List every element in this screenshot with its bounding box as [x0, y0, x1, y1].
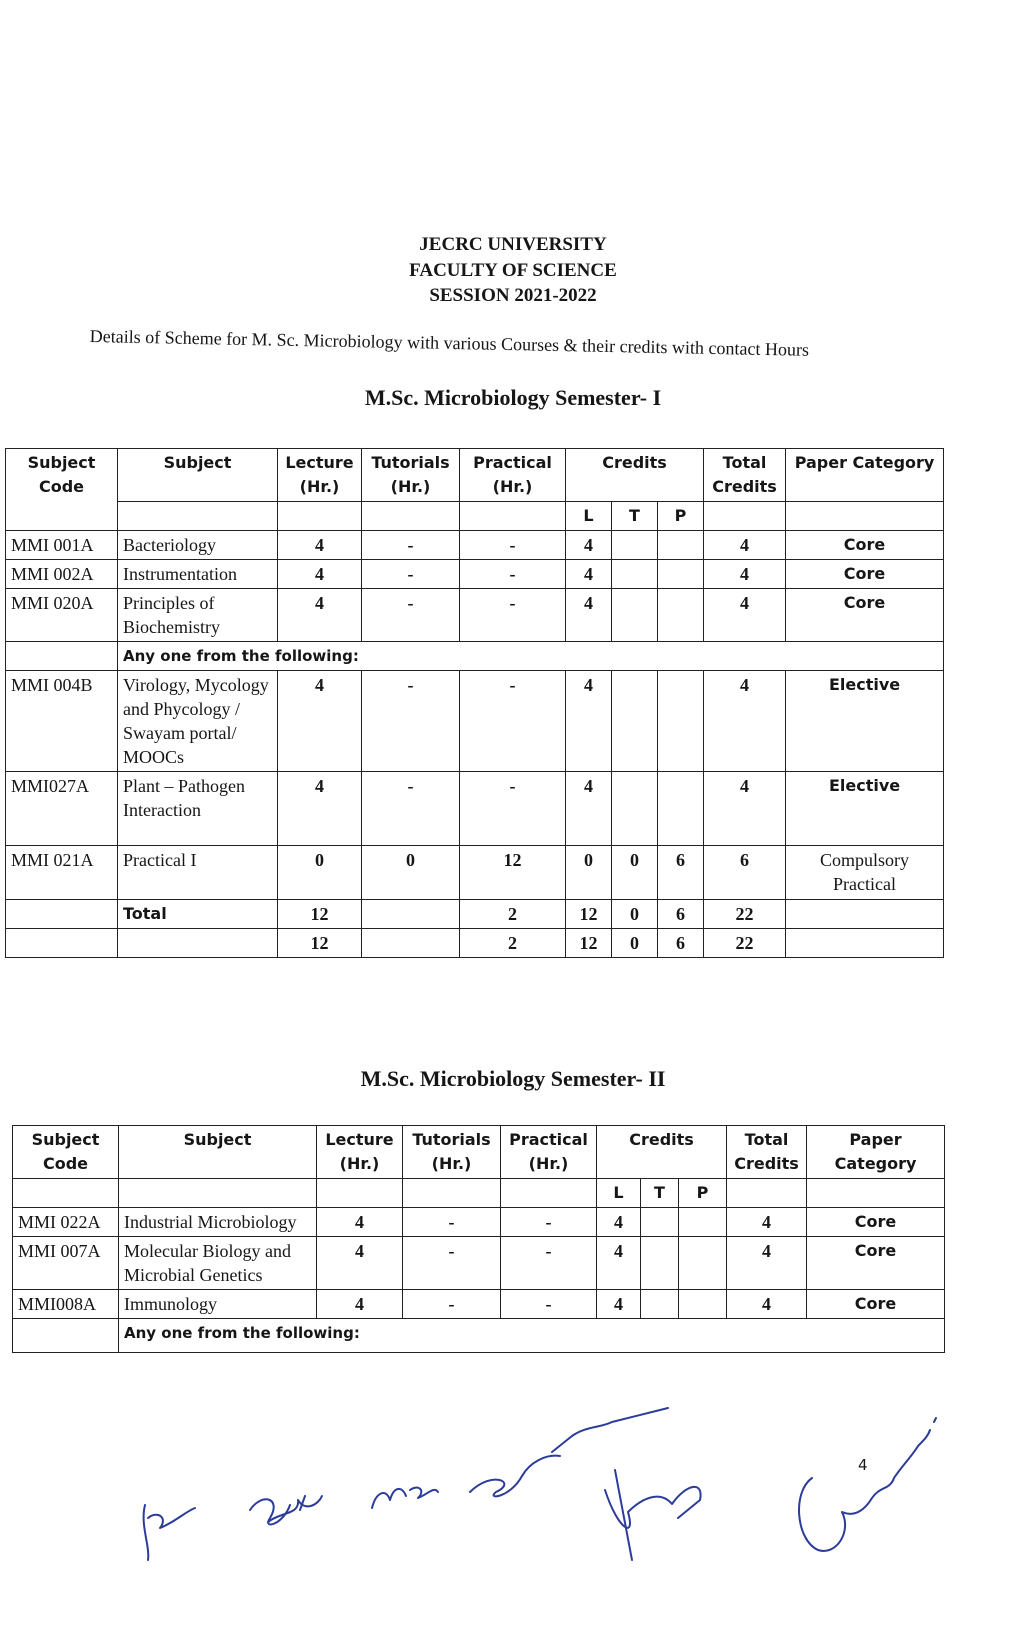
lecture-hours: 4 — [317, 1290, 403, 1319]
signature-5 — [605, 1470, 701, 1560]
paper-category: Core — [807, 1290, 945, 1319]
total-label: Total — [118, 900, 278, 929]
subject-name: Virology, Mycology and Phycology / Swayam portal/ MOOCs — [118, 671, 278, 772]
credit-l: 4 — [566, 531, 612, 560]
credit-l: 4 — [597, 1290, 641, 1319]
practical-hours: - — [501, 1237, 597, 1290]
scheme-description: Details of Scheme for M. Sc. Microbiology with various Courses & their credits with contact Hours — [89, 325, 810, 360]
paper-category: Elective — [786, 671, 944, 772]
total-practical: 2 — [460, 900, 566, 929]
paper-category: Core — [786, 560, 944, 589]
paper-category: Core — [807, 1208, 945, 1237]
lecture-hours: 4 — [317, 1208, 403, 1237]
col-practical: Practical (Hr.) — [501, 1126, 597, 1179]
subject-name: Industrial Microbiology — [119, 1208, 317, 1237]
col-tutorials: Tutorials (Hr.) — [362, 449, 460, 502]
table-row — [6, 589, 944, 642]
total-credits: 4 — [727, 1237, 807, 1290]
total-practical: 2 — [460, 929, 566, 958]
credit-t — [641, 1290, 679, 1319]
tutorial-hours: - — [362, 589, 460, 642]
total-lecture: 12 — [278, 929, 362, 958]
credit-t — [641, 1237, 679, 1290]
table-row — [6, 772, 944, 846]
tutorial-hours: - — [362, 671, 460, 772]
total-credits: 4 — [704, 671, 786, 772]
credit-p — [658, 671, 704, 772]
table-row — [6, 560, 944, 589]
session: SESSION 2021-2022 — [429, 285, 597, 306]
subject-code: MMI 020A — [6, 589, 118, 642]
total-credits-sum: 22 — [704, 929, 786, 958]
credit-p — [679, 1208, 727, 1237]
credit-l: 4 — [597, 1237, 641, 1290]
signature-1 — [144, 1505, 195, 1560]
lecture-hours: 4 — [317, 1237, 403, 1290]
any-one-note: Any one from the following: — [119, 1319, 945, 1353]
credit-l: 4 — [566, 671, 612, 772]
subject-name: Instrumentation — [118, 560, 278, 589]
tutorial-hours: - — [403, 1290, 501, 1319]
tutorial-hours: - — [403, 1208, 501, 1237]
col-credits: Credits — [597, 1126, 727, 1179]
signature-6 — [799, 1418, 936, 1551]
col-p: P — [679, 1179, 727, 1208]
subject-code: MMI008A — [13, 1290, 119, 1319]
col-l: L — [566, 502, 612, 531]
col-paper-category: Paper Category — [786, 449, 944, 502]
total-l: 12 — [566, 929, 612, 958]
total-lecture: 12 — [278, 900, 362, 929]
paper-category: Elective — [786, 772, 944, 846]
table-row — [13, 1208, 945, 1237]
col-total-credits: Total Credits — [727, 1126, 807, 1179]
col-p: P — [658, 502, 704, 531]
col-subject-code: Subject Code — [6, 449, 118, 531]
subject-name: Bacteriology — [118, 531, 278, 560]
subject-code: MMI 002A — [6, 560, 118, 589]
practical-hours: - — [460, 772, 566, 846]
practical-hours: - — [460, 589, 566, 642]
total-credits: 4 — [704, 589, 786, 642]
credit-l: 4 — [566, 560, 612, 589]
credit-p — [679, 1290, 727, 1319]
lecture-hours: 4 — [278, 671, 362, 772]
col-subject: Subject — [118, 449, 278, 502]
col-credits: Credits — [566, 449, 704, 502]
tutorial-hours: 0 — [362, 846, 460, 900]
credit-p: 6 — [658, 846, 704, 900]
subject-name: Principles of Biochemistry — [118, 589, 278, 642]
table-row — [13, 1237, 945, 1290]
col-lecture: Lecture (Hr.) — [317, 1126, 403, 1179]
table-row — [6, 531, 944, 560]
practical-hours: - — [460, 671, 566, 772]
lecture-hours: 0 — [278, 846, 362, 900]
col-paper-category: Paper Category — [807, 1126, 945, 1179]
col-t: T — [641, 1179, 679, 1208]
total-l: 12 — [566, 900, 612, 929]
total-row — [6, 900, 944, 929]
col-total-credits: Total Credits — [704, 449, 786, 502]
any-one-note: Any one from the following: — [118, 642, 944, 671]
credit-l: 4 — [566, 589, 612, 642]
signature-4 — [470, 1408, 668, 1496]
header-row — [13, 1126, 945, 1179]
subject-code: MMI 021A — [6, 846, 118, 900]
total-credits: 6 — [704, 846, 786, 900]
tutorial-hours: - — [362, 772, 460, 846]
subject-name: Plant – Pathogen Interaction — [118, 772, 278, 846]
total-credits: 4 — [704, 560, 786, 589]
paper-category: Core — [786, 531, 944, 560]
credit-t: 0 — [612, 846, 658, 900]
subject-code: MMI 022A — [13, 1208, 119, 1237]
any-one-row — [6, 642, 944, 671]
total-credits: 4 — [704, 531, 786, 560]
practical-hours: - — [460, 531, 566, 560]
subject-name: Immunology — [119, 1290, 317, 1319]
col-l: L — [597, 1179, 641, 1208]
semester-1-table — [5, 448, 944, 958]
semester-2-table — [12, 1125, 945, 1353]
subheader-row — [13, 1179, 945, 1208]
subject-code: MMI027A — [6, 772, 118, 846]
practical-hours: - — [501, 1290, 597, 1319]
credit-p — [658, 560, 704, 589]
credit-l: 4 — [566, 772, 612, 846]
credit-l: 0 — [566, 846, 612, 900]
credit-t — [612, 772, 658, 846]
paper-category: Core — [786, 589, 944, 642]
col-tutorials: Tutorials (Hr.) — [403, 1126, 501, 1179]
tutorial-hours: - — [362, 531, 460, 560]
total-p: 6 — [658, 929, 704, 958]
total-credits: 4 — [704, 772, 786, 846]
total-credits-sum: 22 — [704, 900, 786, 929]
paper-category: Core — [807, 1237, 945, 1290]
total-t: 0 — [612, 900, 658, 929]
credit-p — [658, 531, 704, 560]
practical-hours: 12 — [460, 846, 566, 900]
credit-t — [641, 1208, 679, 1237]
practical-hours: - — [460, 560, 566, 589]
lecture-hours: 4 — [278, 772, 362, 846]
header-row — [6, 449, 944, 502]
subject-code: MMI 004B — [6, 671, 118, 772]
practical-row — [6, 846, 944, 900]
practical-hours: - — [501, 1208, 597, 1237]
credit-t — [612, 671, 658, 772]
table-row — [6, 671, 944, 772]
subheader-row — [6, 502, 944, 531]
lecture-hours: 4 — [278, 531, 362, 560]
total-row — [6, 929, 944, 958]
total-credits: 4 — [727, 1208, 807, 1237]
semester-1-title: M.Sc. Microbiology Semester- I — [364, 385, 662, 410]
any-one-row — [13, 1319, 945, 1353]
col-subject-code: Subject Code — [13, 1126, 119, 1179]
signature-3 — [372, 1488, 438, 1508]
semester-2-title: M.Sc. Microbiology Semester- II — [360, 1066, 666, 1091]
subject-code: MMI 001A — [6, 531, 118, 560]
tutorial-hours: - — [403, 1237, 501, 1290]
faculty-name: FACULTY OF SCIENCE — [409, 260, 617, 281]
paper-category: Compulsory Practical — [786, 846, 944, 900]
lecture-hours: 4 — [278, 560, 362, 589]
subject-name: Molecular Biology and Microbial Genetics — [119, 1237, 317, 1290]
credit-t — [612, 531, 658, 560]
col-lecture: Lecture (Hr.) — [278, 449, 362, 502]
col-t: T — [612, 502, 658, 531]
credit-p — [658, 772, 704, 846]
subject-code: MMI 007A — [13, 1237, 119, 1290]
total-credits: 4 — [727, 1290, 807, 1319]
credit-p — [658, 589, 704, 642]
lecture-hours: 4 — [278, 589, 362, 642]
signatures-image — [0, 1400, 1026, 1640]
university-name: JECRC UNIVERSITY — [419, 234, 607, 255]
subject-name: Practical I — [118, 846, 278, 900]
credit-p — [679, 1237, 727, 1290]
table-row — [13, 1290, 945, 1319]
credit-t — [612, 560, 658, 589]
page-number: 4 — [858, 1456, 868, 1474]
col-practical: Practical (Hr.) — [460, 449, 566, 502]
total-p: 6 — [658, 900, 704, 929]
signature-2 — [250, 1496, 322, 1524]
total-t: 0 — [612, 929, 658, 958]
tutorial-hours: - — [362, 560, 460, 589]
col-subject: Subject — [119, 1126, 317, 1179]
credit-t — [612, 589, 658, 642]
credit-l: 4 — [597, 1208, 641, 1237]
